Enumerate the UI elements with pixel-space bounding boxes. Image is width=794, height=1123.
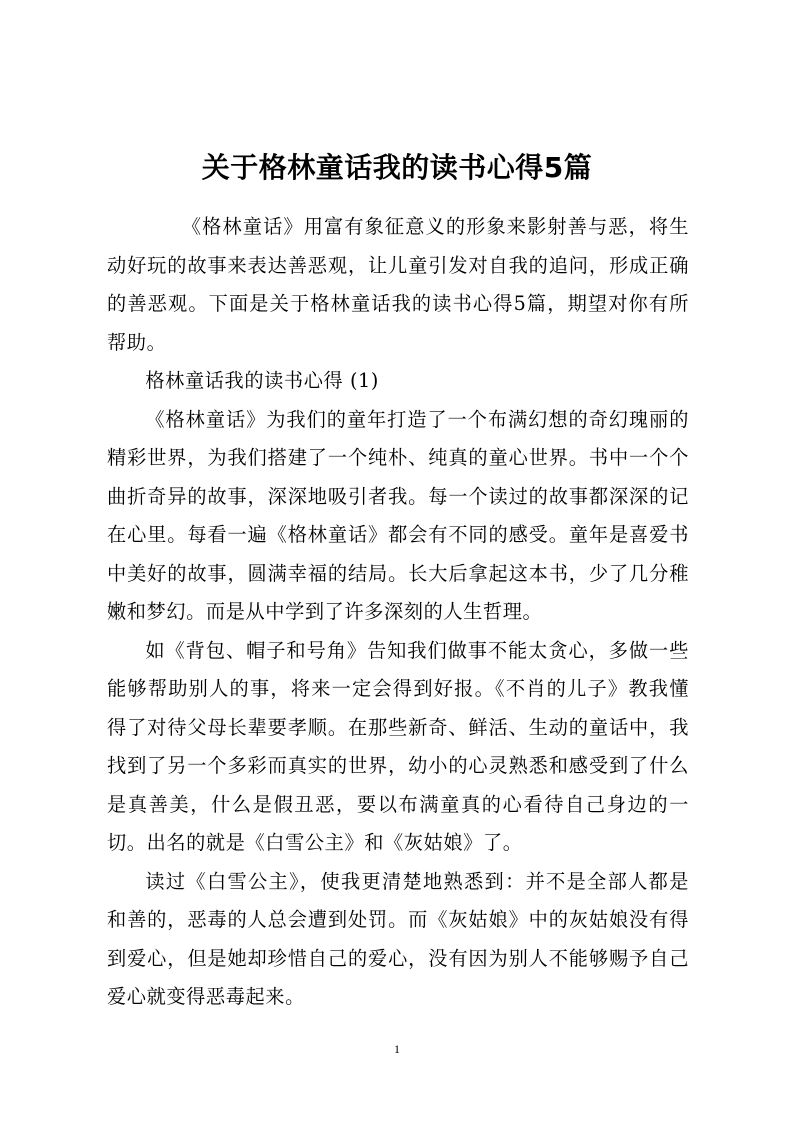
body-paragraph-2: 如《背包、帽子和号角》告知我们做事不能太贪心，多做一些能够帮助别人的事，将来一定会得到好报。《不肖的儿子》教我懂得了对待父母长辈要孝顺。在那些新奇、鲜活、生动的童话中，我找到了另一个多彩而真实的世界，幼小的心灵熟悉和感受到了什么是真善美，什么是假丑恶，要以布满童真的心看待自己身边的一切。出名的就是《白雪公主》和《灰姑娘》了。 xyxy=(107,638,689,854)
page-number: 1 xyxy=(394,1042,400,1056)
body-paragraph-3: 读过《白雪公主》，使我更清楚地熟悉到：并不是全部人都是和善的，恶毒的人总会遭到处罚。而《灰姑娘》中的灰姑娘没有得到爱心，但是她却珍惜自己的爱心，没有因为别人不能够赐予自己爱心就变得恶毒起来。 xyxy=(107,869,689,1008)
document-body xyxy=(107,208,689,1017)
intro-paragraph: 《格林童话》用富有象征意义的形象来影射善与恶，将生动好玩的故事来表达善恶观，让儿童引发对自我的追问，形成正确的善恶观。下面是关于格林童话我的读书心得5篇，期望对你有所帮助。 xyxy=(107,215,689,354)
section-heading: 格林童话我的读书心得 (1) xyxy=(145,369,379,392)
body-paragraph-1: 《格林童话》为我们的童年打造了一个布满幻想的奇幻瑰丽的精彩世界，为我们搭建了一个纯朴、纯真的童心世界。书中一个个曲折奇异的故事，深深地吸引者我。每一个读过的故事都深深的记在心里。每看一遍《格林童话》都会有不同的感受。童年是喜爱书中美好的故事，圆满幸福的结局。长大后拿起这本书，少了几分稚嫩和梦幻。而是从中学到了许多深刻的人生哲理。 xyxy=(107,407,689,623)
document-title: 关于格林童话我的读书心得5篇 xyxy=(201,151,593,184)
